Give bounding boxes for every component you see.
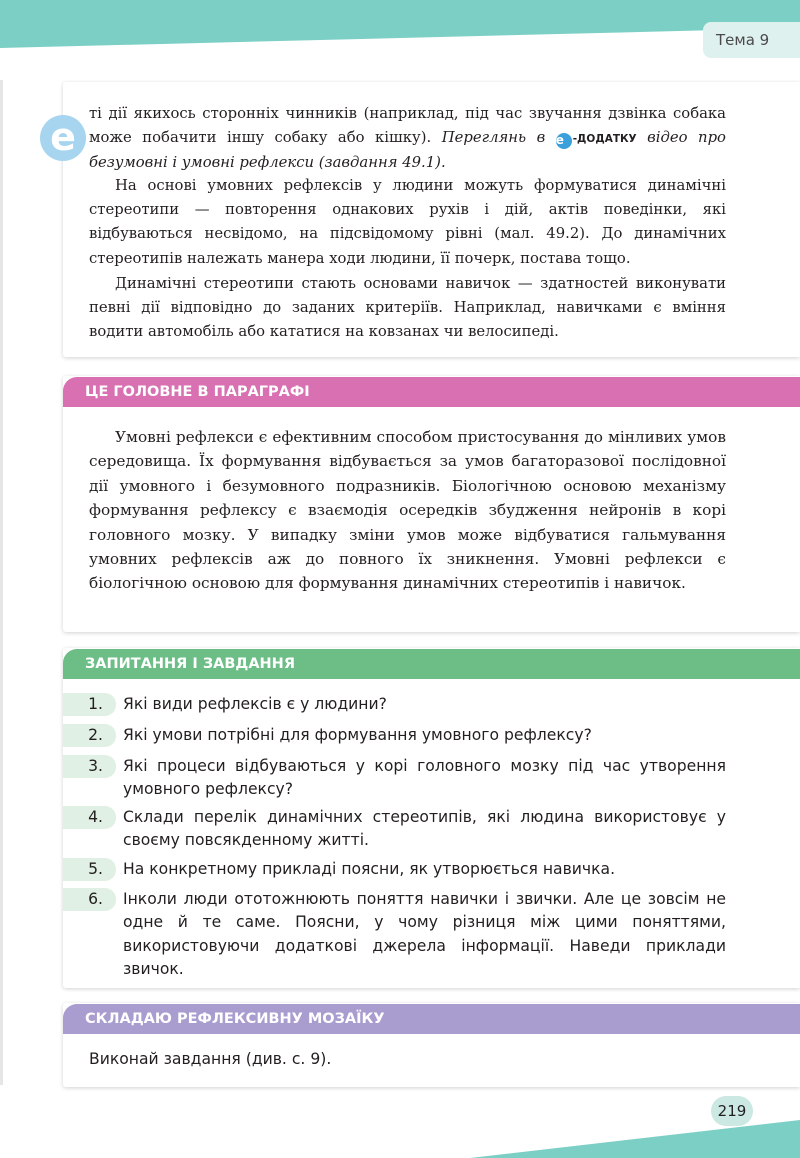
question-text: Інколи люди ототожнюють поняття навички і звички. Але це зовсім не одне й те саме. Поясни, у чому різниця між цими поняттями, використовуючи додаткові джерела інформації. Наведи приклади звичок. — [123, 890, 726, 979]
mosaic-task: Виконай завдання (див. с. 9). — [89, 1050, 332, 1068]
topic-label: Тема 9 — [703, 22, 800, 58]
e-dodatok-link[interactable]: е -ДОДАТКУ — [555, 133, 637, 148]
question-number: 1. — [63, 693, 116, 716]
question-text: Склади перелік динамічних стереотипів, які людина використовує у своєму повсякденному житті. — [123, 808, 726, 850]
question-text: Які види рефлексів є у людини? — [123, 695, 387, 713]
mosaic-heading: СКЛАДАЮ РЕФЛЕКСИВНУ МОЗАЇКУ — [63, 1004, 800, 1034]
summary-text: Умовні рефлекси є ефективним способом пристосування до мінливих умов середовища. Їх формування відбувається за умов багаторазової послідовної дії умовного і безумовного подразників. Біологічною основою механізму формування рефлексу є взаємодія осередків збудження нейронів в корі головного мозку. У випадку зміни умов може відбуватися гальмування умовних рефлексів аж до повного їх зникнення. Умовні рефлекси є біологічною основою для формування динамічних стереотипів і навичок. — [89, 428, 726, 593]
page-number: 219 — [711, 1096, 753, 1126]
question-number: 4. — [63, 806, 116, 829]
question-text: Які процеси відбуваються у корі головного мозку під час утворення умовного рефлексу? — [123, 757, 726, 799]
question-number: 6. — [63, 888, 116, 911]
e-resource-icon: e — [40, 115, 86, 161]
bottom-teal-band — [0, 1110, 800, 1158]
intro-paragraph-2: На основі умовних рефлексів у людини можуть формуватися динамічні стереотипи — повторення однакових рухів і дій, актів поведінки, які відбуваються несвідомо, на підсвідомому рівні (мал. 49.2). До динамічних стереотипів належать манера ходи людини, її почерк, постава тощо. — [89, 177, 726, 267]
summary-heading: ЦЕ ГОЛОВНЕ В ПАРАГРАФІ — [63, 377, 800, 407]
question-text: Які умови потрібні для формування умовного рефлексу? — [123, 726, 592, 744]
question-text: На конкретному прикладі поясни, як утворюється навичка. — [123, 860, 616, 878]
intro-paragraph-3: Динамічні стереотипи стають основами навичок — здатностей виконувати певні дії відповідно до заданих критеріїв. Наприклад, навичками є вміння водити автомобіль або кататися на ковзанах чи велосипеді. — [89, 275, 726, 341]
page-edge — [0, 80, 3, 1085]
e-dodatok-icon: е — [556, 133, 572, 149]
question-number: 3. — [63, 755, 116, 778]
question-number: 5. — [63, 858, 116, 881]
questions-heading: ЗАПИТАННЯ І ЗАВДАННЯ — [63, 649, 800, 679]
top-teal-band — [0, 0, 800, 60]
question-number: 2. — [63, 724, 116, 747]
intro-paragraph-1: ті дії якихось сторонніх чинників (наприклад, під час звучання дзвінка собака може побачити іншу собаку або кішку). Переглянь в е -ДОДАТКУ відео про безумовні і умовні рефлекси (завдання 49.1). — [89, 105, 726, 172]
